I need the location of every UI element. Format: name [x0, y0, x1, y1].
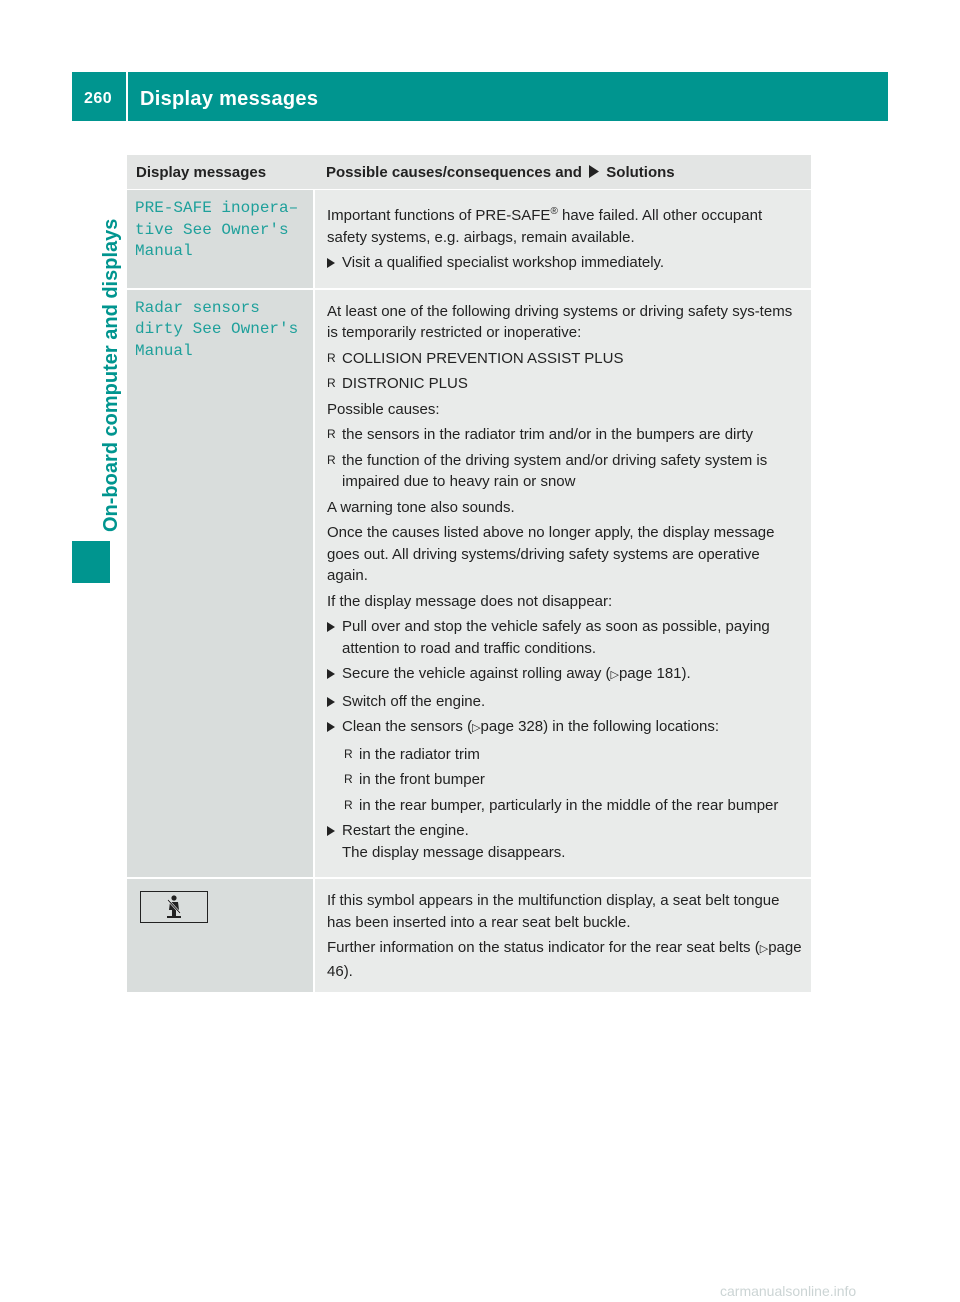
registered-mark: ® [550, 206, 558, 217]
action-step [327, 820, 803, 842]
action-arrow-icon [588, 165, 600, 178]
step-result [327, 842, 803, 864]
paragraph-text: have failed. All other occupant safety systems, e.g. airbags, remain available. [327, 207, 763, 246]
message-cell [127, 289, 314, 879]
message-cell [127, 878, 314, 993]
display-messages-table [127, 155, 811, 994]
paragraph-text: Important functions of PRE-SAFE [327, 207, 551, 224]
paragraph [327, 937, 803, 982]
sub-bullet-item [344, 744, 803, 766]
paragraph [327, 201, 803, 248]
step-text: ). [681, 665, 691, 682]
page-reference-icon: ▷ [472, 722, 481, 734]
bullet-text: in the rear bumper, particularly in the middle of the rear bumper [359, 796, 779, 814]
action-step [327, 252, 803, 274]
paragraph-text: Further information on the status indicator for the rear seat belts ( [327, 939, 760, 956]
step-text: Clean the sensors ( [342, 718, 473, 735]
sub-bullet-item [344, 795, 803, 817]
page-title: Display messages [140, 88, 319, 110]
header-divider [126, 72, 128, 121]
bullet-text: the function of the driving system and/or driving safety system is impaired due to heavy rain or snow [342, 451, 768, 490]
paragraph: Once the causes listed above no longer apply, the display message goes out. All driving systems/driving safety systems are operative again. [327, 524, 775, 584]
action-step [327, 616, 803, 659]
page-number: 260 [84, 90, 113, 107]
page-reference-icon: ▷ [759, 943, 769, 955]
side-chapter-marker [72, 541, 110, 583]
sub-bullet-item [344, 769, 803, 791]
step-text: Visit a qualified specialist workshop immediately. [342, 254, 665, 271]
display-message-text: PRE-SAFE inopera– tive See Owner's Manual [135, 199, 299, 260]
description-cell [314, 878, 811, 993]
action-arrow-icon [327, 258, 335, 268]
action-step [327, 716, 803, 740]
action-step [327, 663, 803, 687]
page-reference-link[interactable]: page 328 [480, 718, 544, 735]
bullet-item [327, 424, 803, 446]
bullet-text: in the radiator trim [359, 745, 480, 763]
action-arrow-icon [327, 622, 335, 632]
bullet-item [327, 450, 803, 493]
bullet-text: in the front bumper [359, 771, 485, 788]
page-reference-link[interactable]: page 46 [327, 939, 802, 980]
paragraph: At least one of the following driving systems or driving safety sys-tems is temporarily restricted or inoperative: [327, 302, 793, 341]
action-step [327, 691, 803, 713]
action-arrow-icon [327, 669, 335, 679]
action-arrow-icon [327, 722, 335, 732]
step-text: Restart the engine. [342, 822, 469, 839]
page-reference-link[interactable]: page 181 [618, 665, 682, 682]
paragraph-text: ). [343, 962, 353, 980]
bullet-text: COLLISION PREVENTION ASSIST PLUS [342, 349, 624, 367]
paragraph: Possible causes: [327, 400, 440, 418]
action-arrow-icon [327, 697, 335, 707]
message-cell [127, 190, 314, 289]
step-text: Secure the vehicle against rolling away ( [342, 665, 611, 682]
seat-belt-icon [164, 895, 184, 919]
bullet-item [327, 348, 803, 370]
action-arrow-icon [327, 826, 335, 836]
page-reference-icon: ▷ [610, 669, 619, 681]
bullet-icon: R [327, 452, 336, 467]
step-text: Switch off the engine. [342, 692, 486, 710]
col-header-causes-text: Possible causes/consequences and [326, 163, 582, 181]
side-chapter-label: On-board computer and displays [100, 218, 122, 532]
table-row [127, 190, 811, 289]
description-cell [314, 289, 811, 879]
col-header-display-messages: Display messages [127, 155, 314, 190]
seat-belt-indicator [140, 891, 208, 923]
bullet-icon: R [344, 772, 353, 786]
col-header-causes-solutions [314, 155, 811, 190]
bullet-item [327, 373, 803, 395]
bullet-icon: R [327, 427, 336, 441]
bullet-text: DISTRONIC PLUS [342, 375, 468, 392]
table-row [127, 878, 811, 993]
step-text: ) in the following locations: [543, 718, 720, 735]
bullet-text: the sensors in the radiator trim and/or in the bumpers are dirty [342, 426, 754, 443]
table-header-row [127, 155, 811, 190]
paragraph: A warning tone also sounds. [327, 498, 515, 516]
bullet-icon: R [327, 350, 336, 365]
result-text: The display message disappears. [342, 843, 566, 861]
col-header-solutions-text: Solutions [606, 163, 675, 181]
display-message-text: Radar sensors dirty See Owner's Manual [135, 298, 299, 360]
bullet-icon: R [327, 376, 336, 390]
watermark: carmanualsonline.info [720, 1283, 857, 1299]
bullet-icon: R [344, 746, 353, 761]
bullet-icon: R [344, 797, 353, 812]
step-text: Pull over and stop the vehicle safely as soon as possible, paying attention to road and traffic conditions. [342, 618, 770, 657]
paragraph: If this symbol appears in the multifunction display, a seat belt tongue has been inserted into a rear seat belt buckle. [327, 892, 780, 931]
table-row [127, 289, 811, 879]
description-cell [314, 190, 811, 289]
paragraph: If the display message does not disappear: [327, 592, 613, 610]
